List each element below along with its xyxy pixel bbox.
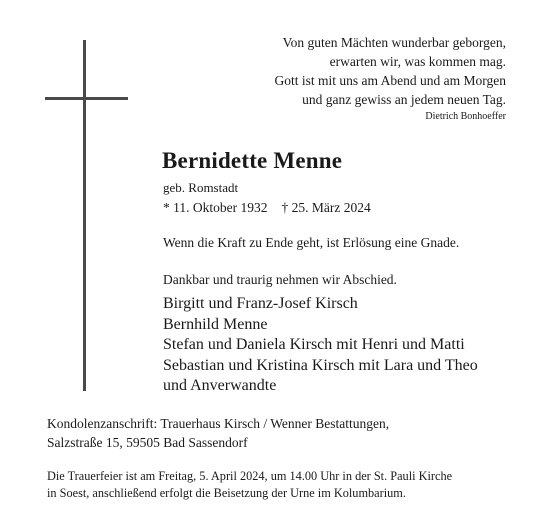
death-date: † 25. März 2024: [281, 200, 371, 215]
condolence-address: [47, 414, 389, 452]
cross-icon-bar: [45, 97, 128, 100]
condolence-line: Kondolenzanschrift: Trauerhaus Kirsch / Wenner Bestattungen,: [47, 416, 390, 431]
mourner: Stefan und Daniela Kirsch mit Henri und Matti: [163, 336, 465, 353]
quote-line: und ganz gewiss an jedem neuen Tag.: [302, 92, 506, 107]
funeral-info: [47, 468, 452, 502]
quote-line: Gott ist mit uns am Abend und am Morgen: [274, 73, 506, 88]
mourner: und Anverwandte: [163, 377, 277, 394]
life-dates: [163, 200, 371, 216]
quote-author: Dietrich Bonhoeffer: [425, 111, 506, 122]
maiden-name: geb. Romstadt: [163, 180, 239, 195]
mourner: Birgitt und Franz-Josef Kirsch: [163, 295, 358, 312]
cross-icon: [83, 40, 86, 391]
funeral-line: Die Trauerfeier ist am Freitag, 5. April 2024, um 14.00 Uhr in der St. Pauli Kirche: [47, 469, 453, 483]
quote-line: erwarten wir, was kommen mag.: [329, 54, 506, 69]
motto-text: Wenn die Kraft zu Ende geht, ist Erlösung eine Gnade.: [163, 235, 460, 250]
birth-date: * 11. Oktober 1932: [163, 200, 268, 215]
condolence-line: Salzstraße 15, 59505 Bad Sassendorf: [47, 435, 248, 450]
funeral-line: in Soest, anschließend erfolgt die Beisetzung der Urne im Kolumbarium.: [47, 486, 406, 500]
quote-line: Von guten Mächten wunderbar geborgen,: [282, 35, 506, 50]
deceased-name: Bernidette Menne: [162, 148, 343, 173]
farewell-text: Dankbar und traurig nehmen wir Abschied.: [163, 272, 397, 287]
mourners-list: [163, 294, 478, 397]
mourner: Sebastian und Kristina Kirsch mit Lara und Theo: [163, 356, 478, 374]
bonhoeffer-quote: [275, 33, 507, 124]
mourner: Bernhild Menne: [163, 315, 268, 333]
